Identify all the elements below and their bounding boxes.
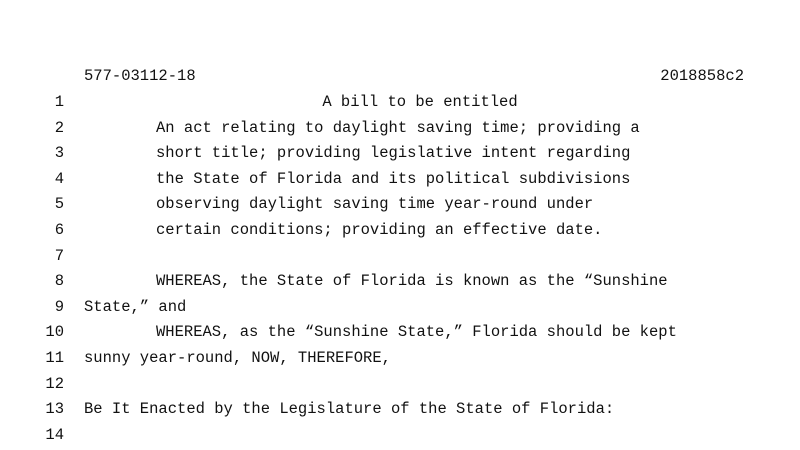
bill-line — [0, 297, 800, 323]
line-number: 5 — [54, 195, 64, 214]
line-number: 14 — [45, 425, 64, 444]
line-number: 12 — [45, 374, 64, 393]
bill-line — [0, 169, 800, 195]
line-text: sunny year-round, NOW, THEREFORE, — [84, 348, 391, 367]
bill-line — [0, 322, 800, 348]
bill-line — [0, 399, 800, 425]
enacting-clause: Be It Enacted by the Legislature of the State of Florida: — [84, 400, 615, 419]
bill-line — [0, 425, 800, 450]
line-number: 8 — [54, 272, 64, 291]
bill-version-code: 2018858c2 — [660, 67, 744, 85]
line-number: 13 — [45, 400, 64, 419]
line-number: 9 — [54, 297, 64, 316]
bill-line — [0, 246, 800, 272]
line-number: 11 — [45, 348, 64, 367]
line-text: certain conditions; providing an effective date. — [156, 220, 603, 239]
bill-line — [0, 348, 800, 374]
line-number: 4 — [54, 169, 64, 188]
document-code: 577-03112-18 — [84, 67, 196, 85]
bill-line — [0, 374, 800, 400]
line-number: 10 — [45, 323, 64, 342]
line-text: State,” and — [84, 297, 187, 316]
bill-line — [0, 143, 800, 169]
line-number: 2 — [54, 118, 64, 137]
line-text: the State of Florida and its political subdivisions — [156, 169, 631, 188]
bill-line — [0, 271, 800, 297]
bill-title: A bill to be entitled — [322, 93, 518, 111]
line-number: 3 — [54, 144, 64, 163]
line-number: 1 — [54, 93, 64, 111]
line-text: observing daylight saving time year-round under — [156, 195, 594, 214]
bill-line — [0, 92, 800, 118]
line-text: short title; providing legislative intent regarding — [156, 144, 631, 163]
line-number: 6 — [54, 220, 64, 239]
bill-line — [0, 118, 800, 144]
bill-line — [0, 220, 800, 246]
bill-text-lines — [0, 92, 800, 450]
whereas-clause: WHEREAS, the State of Florida is known as the “Sunshine — [156, 272, 668, 291]
line-text: An act relating to daylight saving time; providing a — [156, 118, 640, 137]
bill-line — [0, 194, 800, 220]
line-number: 7 — [54, 246, 64, 265]
bill-header — [84, 66, 744, 86]
whereas-clause: WHEREAS, as the “Sunshine State,” Florida should be kept — [156, 323, 677, 342]
